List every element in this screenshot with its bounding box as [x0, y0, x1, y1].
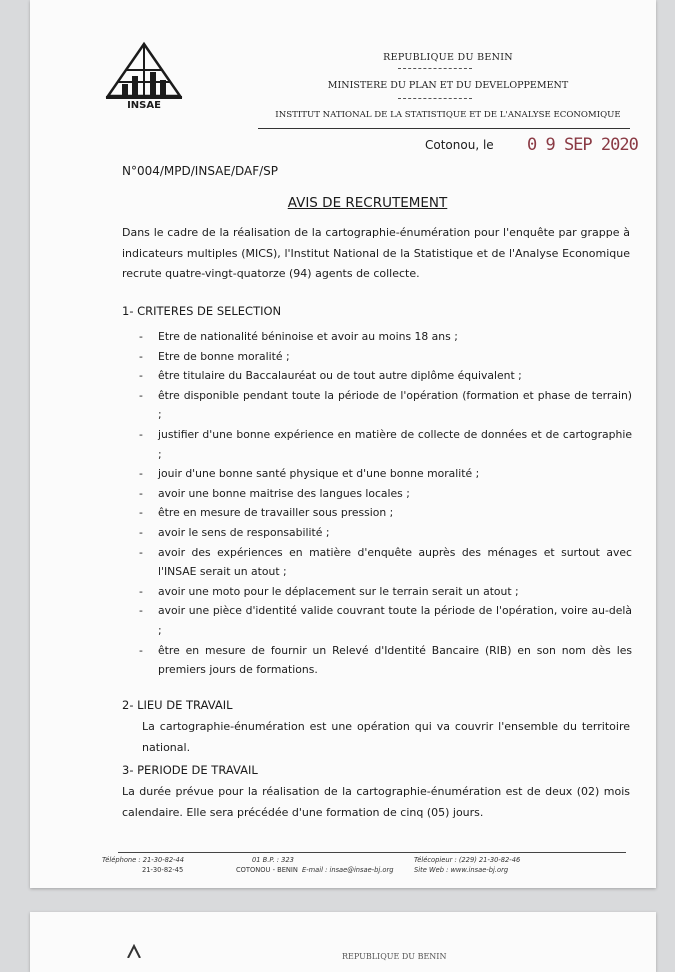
- list-item: - avoir une pièce d'identité valide couvrant toute la période de l'opération, voire au-delà ;: [134, 601, 632, 640]
- section-heading-location: 2- LIEU DE TRAVAIL: [122, 698, 233, 712]
- list-item: - Etre de nationalité béninoise et avoir au moins 18 ans ;: [134, 327, 632, 347]
- list-item: - être disponible pendant toute la période de l'opération (formation et phase de terrain) ;: [134, 386, 632, 425]
- list-item: - justifier d'une bonne expérience en matière de collecte de données et de cartographie ;: [134, 425, 632, 464]
- header-institute: INSTITUT NATIONAL DE LA STATISTIQUE ET DE L'ANALYSE ECONOMIQUE: [275, 110, 621, 120]
- date-label: Cotonou, le: [425, 138, 494, 152]
- header-rule: [258, 128, 630, 129]
- list-item: - avoir une moto pour le déplacement sur le terrain serait un atout ;: [134, 582, 632, 602]
- header-divider: [398, 98, 472, 99]
- document-title: AVIS DE RECRUTEMENT: [287, 195, 448, 211]
- logo-text: INSAE: [127, 100, 161, 110]
- location-paragraph: La cartographie-énumération est une opération qui va couvrir l'ensemble du territoire national.: [142, 720, 630, 754]
- reference-number: N°004/MPD/INSAE/DAF/SP: [122, 164, 279, 178]
- footer-phone: Téléphone : 21-30-82-44: [102, 856, 185, 864]
- footer-website: Site Web : www.insae-bj.org: [414, 866, 509, 874]
- section-heading-period: 3- PERIODE DE TRAVAIL: [122, 763, 258, 777]
- list-item: - avoir une bonne maitrise des langues locales ;: [134, 484, 632, 504]
- list-item: - avoir des expériences en matière d'enquête auprès des ménages et surtout avec l'INSAE serait un atout ;: [134, 543, 632, 582]
- list-item: - avoir le sens de responsabilité ;: [134, 523, 632, 543]
- list-item: - être titulaire du Baccalauréat ou de tout autre diplôme équivalent ;: [134, 366, 632, 386]
- header-ministry: MINISTERE DU PLAN ET DU DEVELOPPEMENT: [327, 80, 569, 91]
- period-paragraph: La durée prévue pour la réalisation de la cartographie-énumération est de deux (02) mois calendaire. Elle sera précédée d'une formation de cinq (05) jours.: [122, 785, 630, 819]
- intro-paragraph: Dans le cadre de la réalisation de la cartographie-énumération pour l'enquête par grappe à indicateurs multiples (MICS), l'Institut National de la Statistique et de l'Analyse Economique recrute quatre-vingt-quatorze (94) agents de collecte.: [122, 226, 630, 280]
- footer-city: COTONOU - BENIN: [236, 866, 298, 874]
- header-divider: [398, 68, 472, 69]
- next-document-page: [30, 912, 656, 972]
- footer-email: E-mail : insae@insae-bj.org: [302, 866, 394, 874]
- section-heading-criteria: 1- CRITERES DE SELECTION: [122, 304, 282, 318]
- list-item: - être en mesure de travailler sous pression ;: [134, 503, 632, 523]
- footer-fax: Télécopieur : (229) 21-30-82-46: [414, 856, 521, 864]
- criteria-list: [134, 327, 632, 680]
- list-item: - être en mesure de fournir un Relevé d'Identité Bancaire (RIB) en son nom dès les premiers jours de formations.: [134, 641, 632, 680]
- list-item: - Etre de bonne moralité ;: [134, 347, 632, 367]
- insae-logo: [100, 40, 188, 110]
- date-stamp: 0 9 SEP 2020: [527, 135, 638, 155]
- next-page-logo-icon: [126, 944, 142, 958]
- footer-bp: 01 B.P. : 323: [252, 856, 294, 864]
- footer-phone-2: 21-30-82-45: [142, 866, 184, 874]
- footer-rule: [118, 852, 626, 853]
- list-item: - jouir d'une bonne santé physique et d'une bonne moralité ;: [134, 464, 632, 484]
- next-page-header: REPUBLIQUE DU BENIN: [342, 952, 447, 961]
- document-page: [30, 0, 656, 888]
- header-republic: REPUBLIQUE DU BENIN: [383, 52, 513, 63]
